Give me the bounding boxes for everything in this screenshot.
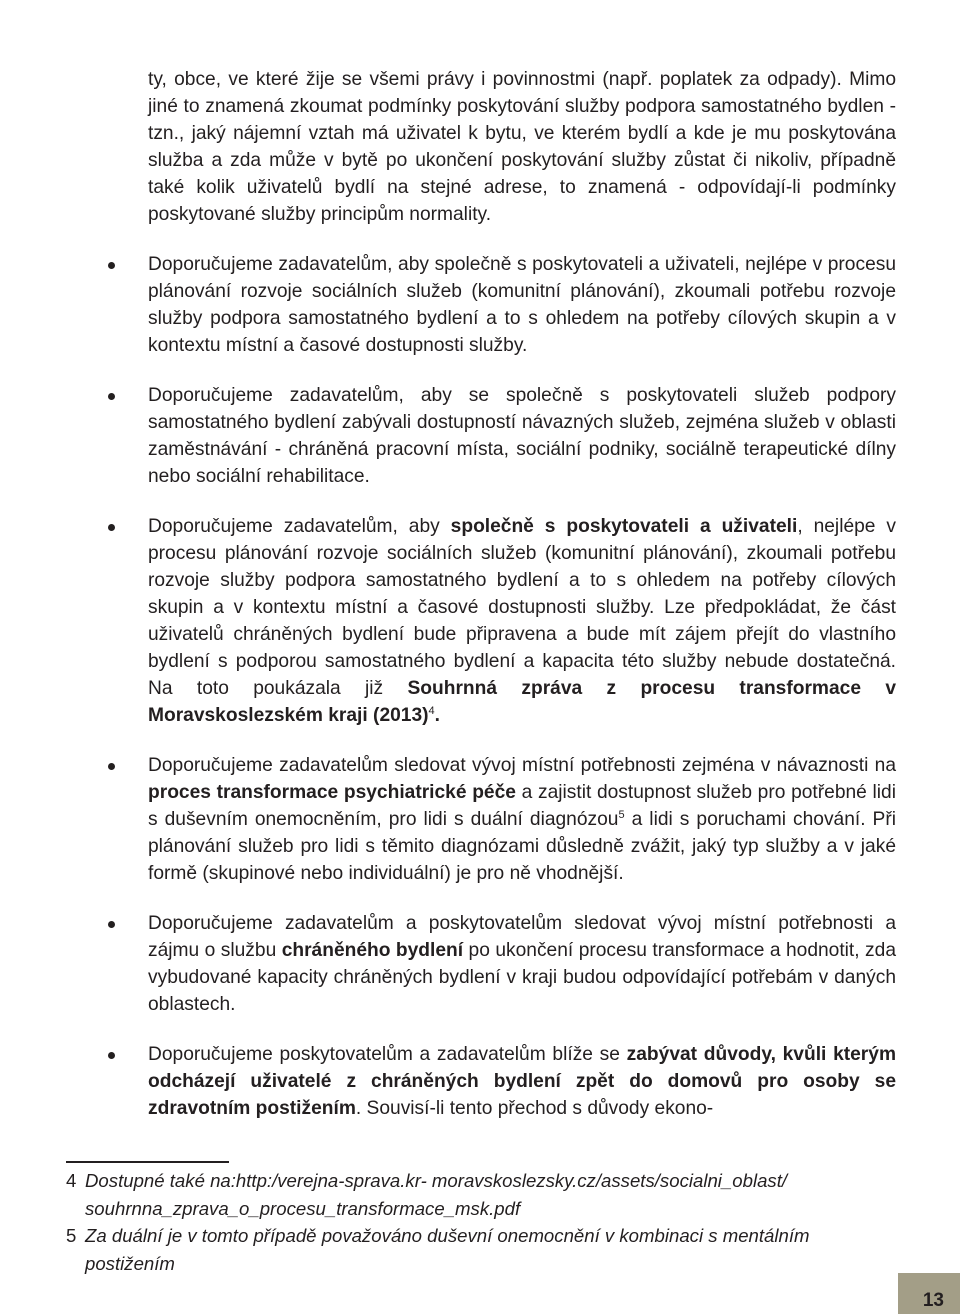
text-run: Doporučujeme zadavatelům, aby [148,516,451,537]
list-item [148,1041,896,1122]
footnote-ref-4: 4 [428,705,435,717]
bullet-icon [108,1052,115,1059]
bullet-icon [108,921,115,928]
text-run: a zajistit dostupnost služeb pro potřebné lidi s duševním onemocněním, pro lidi s duální diagnózou [148,782,896,830]
list-item [148,513,896,729]
footnote-number: 4 [66,1170,77,1191]
text-run: a lidi s poruchami chování. Při plánování služeb pro lidi s těmito diagnózami důsledně zvážit, jaký typ služby a v jaké formě (skupinové nebo individuální) je pro ně vhodnější. [148,809,897,884]
bold-text: chráněného bydlení [281,940,464,961]
list-item-text [148,1041,896,1122]
list-item-text [148,752,896,887]
list-item [148,910,896,1018]
bullet-icon [108,393,115,400]
footnote-text: Dostupné také na:http:/verejna-sprava.kr- moravskoslezsky.cz/assets/socialni_oblast/ souhrnna_zprava_o_procesu_transformace_msk.pdf [85,1170,788,1219]
text-run: Doporučujeme zadavatelům sledovat vývoj místní potřebnosti zejména v návaznosti na [148,755,896,776]
footnotes [66,1167,896,1277]
bullet-icon [108,524,115,531]
list-item-text: Doporučujeme zadavatelům, aby společně s poskytovateli a uživateli, nejlépe v procesu plánování rozvoje sociálních služeb (komunitní plánování), zkoumali potřebu rozvoje služby podpora samostatného bydlení a to s ohledem na potřeby cílových skupin a v kontextu místní a časové dostupnosti služby. [148,254,896,356]
list-item [148,251,896,359]
text-run: po ukončení procesu transformace a hodnotit, zda vybudované kapacity chráněných bydlení v kraji budou odpovídající potřebám v daných oblastech. [148,940,896,1015]
footnote [66,1167,896,1222]
text-run: Doporučujeme poskytovatelům a zadavatelům blíže se [148,1044,627,1065]
bold-text: společně s poskytovateli a uživateli [450,516,798,537]
report-title: Souhrnná zpráva z procesu transformace v Moravskoslezském kraji (2013) [148,678,897,726]
recommendations-list [148,251,896,1122]
list-item [148,752,896,887]
list-item-text [148,910,896,1018]
bold-text: . [434,705,440,726]
main-text [148,66,896,1122]
bullet-icon [108,262,115,269]
text-run: Doporučujeme zadavatelům a poskytovatelům sledovat vývoj místní potřebnosti a zájmu o službu [148,913,896,961]
text-run: . Souvisí-li tento přechod s důvody ekono- [355,1098,714,1119]
footnote-divider [66,1161,229,1163]
text-run: , nejlépe v procesu plánování rozvoje sociálních služeb (komunitní plánování), zkoumali potřebu rozvoje služby podpora samostatného bydlení a to s ohledem na potřeby cílových skupin a v kontextu místní a časové dostupnosti služby. Lze předpokládat, že část uživatelů chráněných bydlení bude připravena a bude mít zájem přejít do vlastního bydlení s podporou samostatného bydlení a kapacita této služby nebude dostatečná. Na toto poukázala již [148,516,897,699]
bullet-icon [108,763,115,770]
bold-text: zabývat důvody, kvůli kterým odcházejí uživatelé z chráněných bydlení zpět do domovů pro osoby se zdravotním postižením [148,1044,897,1119]
bold-text: proces transformace psychiatrické péče [148,782,516,803]
footnote-number: 5 [66,1225,77,1246]
list-item-text: Doporučujeme zadavatelům, aby se společně s poskytovateli služeb podpory samostatného bydlení zabývali dostupností návazných služeb, zejména služeb v oblasti zaměstnávání - chráněná pracovní místa, sociální podniky, sociálně terapeutické dílny nebo sociální rehabilitace. [148,385,896,487]
footnote-ref-5: 5 [618,809,625,821]
list-item-text [148,513,896,729]
intro-paragraph: ty, obce, ve které žije se všemi právy i povinnostmi (např. poplatek za odpady). Mimo jiné to znamená zkoumat podmínky poskytování služby podpora samostatného bydlen - tzn., jaký nájemní vztah má uživatel k bytu, ve kterém bydlí a kde je mu poskytována služba a zda může v bytě po ukončení poskytování služby zůstat či nikoliv, případně také kolik uživatelů bydlí na stejné adrese, to znamená - odpovídají-li podmínky poskytované služby principům normality. [148,69,896,225]
footnote [66,1222,896,1277]
list-item [148,382,896,490]
footnote-text: Za duální je v tomto případě považováno duševní onemocnění v kombinaci s mentálním postižením [85,1225,810,1274]
page-number: 13 [922,1290,944,1311]
